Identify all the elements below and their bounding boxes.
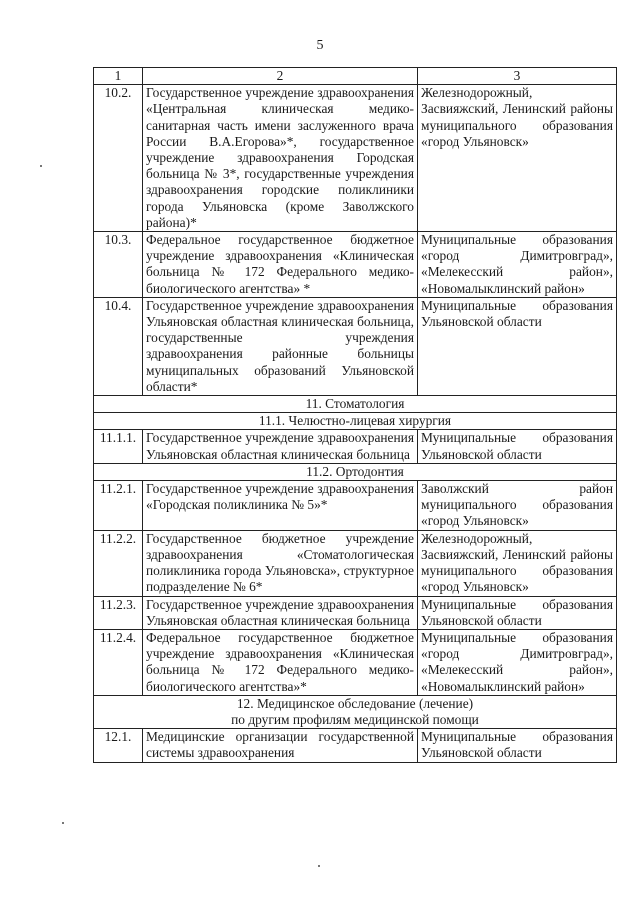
row-number: 11.2.4. bbox=[94, 629, 143, 695]
regions-table bbox=[93, 67, 617, 763]
territory-cell: Железнодорожный, Засвияжский, Ленинский районы муниципального образования «город Ульяновск» bbox=[418, 530, 617, 596]
header-col-3: 3 bbox=[418, 68, 617, 85]
table-row bbox=[94, 232, 617, 298]
organization-cell: Медицинские организации государственной системы здравоохранения bbox=[143, 729, 418, 762]
section-row bbox=[94, 413, 617, 430]
organization-cell: Государственное учреждение здравоохранения «Городская поликлиника № 5»* bbox=[143, 481, 418, 531]
organization-cell: Государственное бюджетное учреждение здравоохранения «Стоматологическая поликлиника города Ульяновска», структурное подразделение № 6* bbox=[143, 530, 418, 596]
page-number: 5 bbox=[316, 38, 324, 53]
header-col-2: 2 bbox=[143, 68, 418, 85]
row-number: 10.4. bbox=[94, 297, 143, 395]
territory-cell: Муниципальные образования Ульяновской области bbox=[418, 430, 617, 463]
territory-cell: Железнодорожный, Засвияжский, Ленинский районы муниципального образования «город Ульяновск» bbox=[418, 85, 617, 232]
row-number: 11.1.1. bbox=[94, 430, 143, 463]
scan-speck bbox=[318, 865, 320, 867]
row-number: 10.2. bbox=[94, 85, 143, 232]
section-title-cell bbox=[94, 695, 617, 728]
table-row bbox=[94, 596, 617, 629]
table-header-row bbox=[94, 68, 617, 85]
section-title: 12. Медицинское обследование (лечение) bbox=[236, 695, 474, 711]
row-number: 11.2.1. bbox=[94, 481, 143, 531]
table-row bbox=[94, 85, 617, 232]
section-title: 11. Стоматология bbox=[305, 396, 405, 412]
section-title-cell bbox=[94, 413, 617, 430]
table-row bbox=[94, 297, 617, 395]
organization-cell: Государственное учреждение здравоохранения Ульяновская областная клиническая больница bbox=[143, 596, 418, 629]
scan-speck bbox=[62, 822, 64, 824]
organization-cell: Федеральное государственное бюджетное учреждение здравоохранения «Клиническая больница № 172 Федерального медико-биологического агентства» * bbox=[143, 232, 418, 298]
section-row bbox=[94, 463, 617, 480]
section-title: 11.2. Ортодонтия bbox=[306, 463, 404, 479]
organization-cell: Государственное учреждение здравоохранения «Центральная клиническая медико-санитарная часть имени заслуженного врача России В.А.Егорова»*, государственное учреждение здравоохранения Городская больница № 3*, государственные учреждения здравоохранения городские поликлиники города Ульяновска (кроме Заволжского района)* bbox=[143, 85, 418, 232]
section-title-cell bbox=[94, 396, 617, 413]
territory-cell: Муниципальные образования Ульяновской области bbox=[418, 729, 617, 762]
header-col-1: 1 bbox=[94, 68, 143, 85]
organization-cell: Государственное учреждение здравоохранения Ульяновская областная клиническая больница, государственные учреждения здравоохранения районные больницы муниципальных образований Ульяновской области* bbox=[143, 297, 418, 395]
row-number: 11.2.3. bbox=[94, 596, 143, 629]
territory-cell: Муниципальные образования «город Димитровград», «Мелекесский район», «Новомалыклинский район» bbox=[418, 232, 617, 298]
section-row bbox=[94, 396, 617, 413]
territory-cell: Заволжский район муниципального образования «город Ульяновск» bbox=[418, 481, 617, 531]
section-title: 11.1. Челюстно-лицевая хирургия bbox=[258, 413, 452, 429]
territory-cell: Муниципальные образования «город Димитровград», «Мелекесский район», «Новомалыклинский район» bbox=[418, 629, 617, 695]
organization-cell: Федеральное государственное бюджетное учреждение здравоохранения «Клиническая больница № 172 Федерального медико-биологического агентства»* bbox=[143, 629, 418, 695]
table-row bbox=[94, 729, 617, 762]
table-row bbox=[94, 481, 617, 531]
row-number: 10.3. bbox=[94, 232, 143, 298]
section-title-cell bbox=[94, 463, 617, 480]
territory-cell: Муниципальные образования Ульяновской области bbox=[418, 297, 617, 395]
organization-cell: Государственное учреждение здравоохранения Ульяновская областная клиническая больница bbox=[143, 430, 418, 463]
scan-speck bbox=[40, 165, 42, 167]
territory-cell: Муниципальные образования Ульяновской области bbox=[418, 596, 617, 629]
section-row bbox=[94, 695, 617, 728]
table-row bbox=[94, 430, 617, 463]
table-row bbox=[94, 629, 617, 695]
section-title-line2: по другим профилям медицинской помощи bbox=[231, 711, 479, 727]
row-number: 12.1. bbox=[94, 729, 143, 762]
row-number: 11.2.2. bbox=[94, 530, 143, 596]
table-row bbox=[94, 530, 617, 596]
